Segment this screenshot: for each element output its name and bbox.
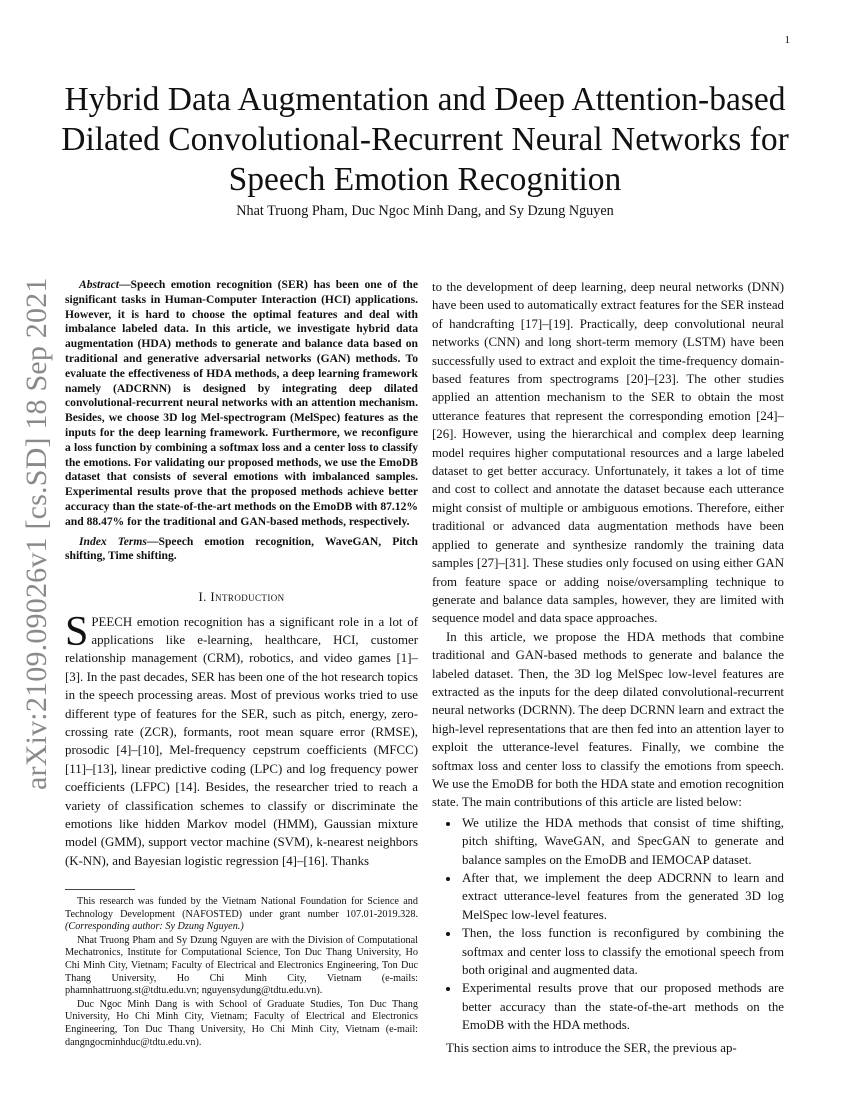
footnote-affiliation-2: Duc Ngoc Minh Dang is with School of Graduate Studies, Ton Duc Thang University, Ho Chi Minh City, Vietnam; Faculty of Electrical and Electronics Engineering, Ton Duc Thang University, Ho Chi Minh City, Vietnam (e-mail: dangngocminhduc@tdtu.edu.vn). bbox=[65, 998, 418, 1048]
abstract-label: Abstract bbox=[79, 278, 119, 291]
list-item: • We utilize the HDA methods that consist of time shifting, pitch shifting, WaveGAN, and SpecGAN to generate and balance samples on the EmoDB and IEMOCAP dataset. bbox=[460, 814, 784, 869]
list-item: • Then, the loss function is reconfigured by combining the softmax and center loss to classify the emotional speech from both original and augmented data. bbox=[460, 924, 784, 979]
body-paragraph-3: This section aims to introduce the SER, the previous ap- bbox=[446, 1040, 737, 1055]
paper-title: Hybrid Data Augmentation and Deep Attention-based Dilated Convolutional-Recurrent Neural Networks for Speech Emotion Recognition bbox=[61, 81, 789, 198]
section-heading-introduction bbox=[65, 588, 418, 606]
index-terms bbox=[65, 535, 418, 565]
footnote-divider bbox=[65, 889, 135, 890]
footnotes bbox=[65, 889, 418, 1050]
left-column bbox=[65, 278, 418, 870]
body-paragraph-1: to the development of deep learning, deep neural networks (DNN) have been used to automatically extract features for the SER instead of handcrafting [17]–[19]. Practically, deep convolutional neural networks (CNN) and long short-term memory (LSTM) have been successfully used to extract and exploit the time-frequency domain-based features from spectrograms [20]–[23]. The other studies applied an attention mechanism to the SER to obtain the most utterance features that represent the corresponding emotion [24]–[26]. However, using the hierarchical and complex deep learning model requires higher computational resources and a large labeled dataset to get better accuracy. Unfortunately, it takes a lot of time and cost to collect and annotate the dataset because each utterance might consist of multiple or ambiguous emotions. Therefore, either traditional or advanced data augmentation methods have been applied to generate and synthesize randomly the training data samples [27]–[31]. These studies only focused on using either GAN from feature space or adding noise/oversampling technique to generate and balance data samples, however, they are limited with sequence model and data space approaches. bbox=[432, 280, 784, 626]
footnote-corresponding-author: (Corresponding author: Sy Dzung Nguyen.) bbox=[65, 921, 244, 933]
intro-text: PEECH emotion recognition has a significant role in a lot of applications like e-learning, healthcare, HCI, customer relationship management (CRM), robotics, and video games [1]–[3]. In the past decades, SER has been one of the hot research topics in the speech processing areas. Most of previous works tried to use different type of features for the SER, such as pitch, energy, zero-crossing rate (ZCR), formants, root mean square error (RMSE), prosodic [4]–[10], Mel-frequency cepstrum coefficients (MFCC) [11]–[13], linear predictive coding (LPC) and log frequency power coefficients (LFPC) [14]. Besides, the researcher tried to reach a variety of classification schemes to classify or discriminate the emotions like hidden Markov model (HMM), Gaussian mixture model (GMM), support vector machine (SVM), k-nearest neighbors (K-NN), and Bayesian logistic regression [4]–[16]. Thanks bbox=[65, 614, 418, 868]
intro-paragraph bbox=[65, 608, 418, 871]
index-terms-label: Index Terms bbox=[79, 534, 147, 548]
drop-cap: S bbox=[65, 608, 89, 655]
page-number: 1 bbox=[784, 34, 790, 46]
footnote-affiliation-1: Nhat Truong Pham and Sy Dzung Nguyen are with the Division of Computational Mechatronics, Institute for Computational Science, Ton Duc Thang University, Ho Chi Minh City, Vietnam; Faculty of Electrical and Electronics Engineering, Ton Duc Thang University, Ho Chi Minh City, Vietnam (e-mails: phamnhattruong.st@tdtu.edu.vn; nguyensydung@tdtu.edu.vn). bbox=[65, 934, 418, 997]
list-item: • Experimental results prove that our proposed methods are better accuracy than the state-of-the-art methods on the EmoDB with the HDA methods. bbox=[460, 979, 784, 1034]
footnote-funding bbox=[65, 896, 418, 934]
abstract-text: —Speech emotion recognition (SER) has been one of the significant tasks in Human-Computer Interaction (HCI) applications. However, it is hard to choose the optimal features and deal with imbalance labeled data. In this article, we investigate hybrid data augmentation (HDA) methods to generate and balance data based on traditional and generative adversarial networks (GAN) methods. To evaluate the effectiveness of HDA methods, a deep learning framework namely (ADCRNN) is designed by integrating deep dilated convolutional-recurrent neural networks with an attention mechanism. Besides, we choose 3D log Mel-spectrogram (MelSpec) features as the inputs for the deep learning framework. Furthermore, we reconfigure a loss function by combining a softmax loss and a center loss to classify the emotions. For validating our proposed methods, we use the EmoDB dataset that consists of several emotions with imbalanced samples. Experimental results prove that the proposed methods achieve better accuracy than the state-of-the-art methods on the EmoDB with 87.12% and 88.47% for the traditional and GAN-based methods, respectively. bbox=[65, 278, 418, 528]
body-paragraph-2: In this article, we propose the HDA methods that combine traditional and GAN-based methods to generate and balance the labeled dataset. Then, the 3D log MelSpec low-level features are extracted as the inputs for the deep dilated convolutional-recurrent neural networks (DCRNN). The deep DCRNN learn and extract the high-level representations that are then fed into an attention layer to exploit the utterance-level features. Finally, we combine the softmax loss and center loss to classify the emotions from speech. We use the EmoDB for both the HDA state and emotion recognition state. The main contributions of this article are listed below: bbox=[432, 629, 784, 810]
section-number: I. bbox=[198, 590, 211, 605]
index-terms-text: —Speech emotion recognition, WaveGAN, Pitch shifting, Time shifting. bbox=[65, 534, 418, 563]
section-title: Introduction bbox=[210, 590, 285, 605]
list-item: • After that, we implement the deep ADCRNN to learn and extract utterance-level features from the generated 3D log MelSpec low-level features. bbox=[460, 869, 784, 924]
paper-authors: Nhat Truong Pham, Duc Ngoc Minh Dang, and Sy Dzung Nguyen bbox=[236, 203, 614, 219]
contributions-list bbox=[432, 814, 784, 1035]
right-column bbox=[432, 278, 784, 1057]
abstract bbox=[65, 278, 418, 530]
footnote-funding-text: This research was funded by the Vietnam National Foundation for Science and Technology Development (NAFOSTED) under grant number 107.01-2019.328. bbox=[65, 896, 418, 920]
arxiv-identifier: arXiv:2109.09026v1 [cs.SD] 18 Sep 2021 bbox=[20, 277, 53, 790]
